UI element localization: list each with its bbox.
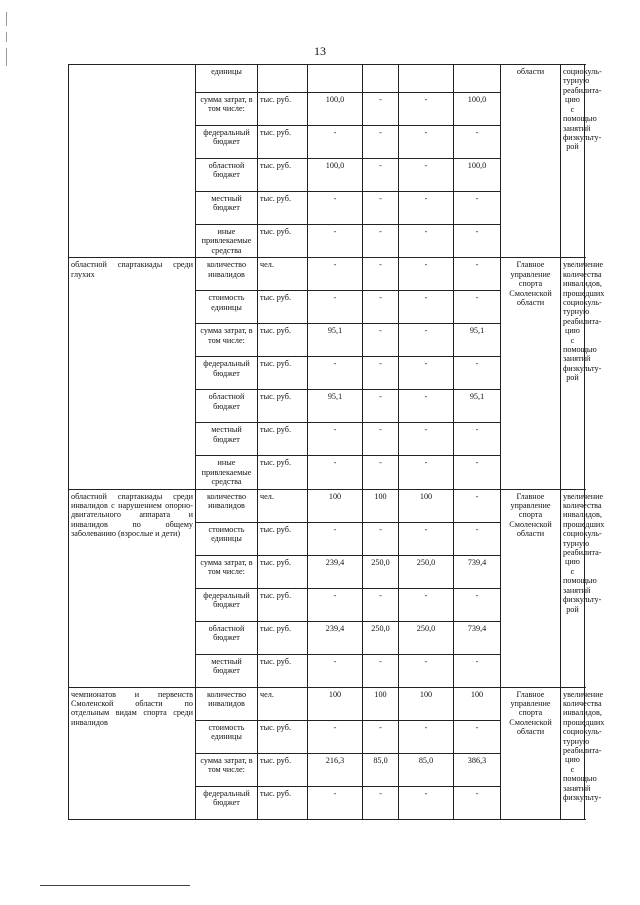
value-cell: - bbox=[363, 225, 399, 258]
empty-cell bbox=[399, 65, 454, 93]
value-cell: - bbox=[454, 423, 501, 456]
indicator-cell: сумма затрат, в том числе: bbox=[196, 555, 258, 588]
unit-cell: тыс. руб. bbox=[258, 522, 308, 555]
value-cell: 100,0 bbox=[454, 159, 501, 192]
empty-cell bbox=[454, 65, 501, 93]
indicator-cell: сумма затрат, в том числе: bbox=[196, 753, 258, 786]
value-cell: - bbox=[454, 522, 501, 555]
value-cell: - bbox=[454, 588, 501, 621]
value-cell: - bbox=[399, 192, 454, 225]
unit-cell: тыс. руб. bbox=[258, 192, 308, 225]
value-cell: - bbox=[399, 291, 454, 324]
value-cell: - bbox=[454, 258, 501, 291]
indicator-cell: областной бюджет bbox=[196, 390, 258, 423]
indicator-cell: количество инвалидов bbox=[196, 489, 258, 522]
value-cell: 250,0 bbox=[399, 555, 454, 588]
value-cell: - bbox=[363, 456, 399, 489]
table-row bbox=[69, 489, 585, 522]
value-cell: - bbox=[363, 126, 399, 159]
value-cell: 250,0 bbox=[363, 621, 399, 654]
value-cell: 85,0 bbox=[399, 753, 454, 786]
value-cell: - bbox=[363, 93, 399, 126]
unit-cell: тыс. руб. bbox=[258, 357, 308, 390]
indicator-cell: стоимость единицы bbox=[196, 720, 258, 753]
value-cell: 100 bbox=[308, 489, 363, 522]
value-cell: - bbox=[308, 225, 363, 258]
value-cell: - bbox=[399, 522, 454, 555]
unit-cell: чел. bbox=[258, 489, 308, 522]
indicator-cell: федеральный бюджет bbox=[196, 126, 258, 159]
unit-cell: чел. bbox=[258, 687, 308, 720]
indicator-cell: количество инвалидов bbox=[196, 258, 258, 291]
unit-cell: тыс. руб. bbox=[258, 588, 308, 621]
value-cell: 100 bbox=[399, 687, 454, 720]
unit-cell: тыс. руб. bbox=[258, 423, 308, 456]
page-number: 13 bbox=[314, 44, 326, 58]
indicator-cell: федеральный бюджет bbox=[196, 357, 258, 390]
empty-cell bbox=[363, 65, 399, 93]
indicator-cell: сумма затрат, в том числе: bbox=[196, 93, 258, 126]
value-cell: - bbox=[308, 456, 363, 489]
value-cell: - bbox=[399, 93, 454, 126]
indicator-cell: федеральный бюджет bbox=[196, 786, 258, 819]
value-cell: - bbox=[399, 456, 454, 489]
value-cell: - bbox=[454, 126, 501, 159]
value-cell: 95,1 bbox=[454, 324, 501, 357]
unit-cell: тыс. руб. bbox=[258, 753, 308, 786]
responsible-cell: Главное управление спорта Смоленской области bbox=[501, 489, 561, 687]
footnote-separator bbox=[40, 885, 190, 886]
value-cell: 100 bbox=[308, 687, 363, 720]
value-cell: - bbox=[308, 786, 363, 819]
value-cell: - bbox=[308, 291, 363, 324]
indicator-cell: количество инвалидов bbox=[196, 687, 258, 720]
unit-cell: тыс. руб. bbox=[258, 720, 308, 753]
value-cell: - bbox=[363, 390, 399, 423]
indicator-cell: областной бюджет bbox=[196, 159, 258, 192]
event-name-cell: областной спартакиады среди глухих bbox=[69, 258, 196, 489]
value-cell: - bbox=[308, 357, 363, 390]
value-cell: - bbox=[363, 654, 399, 687]
indicator-cell: областной бюджет bbox=[196, 621, 258, 654]
value-cell: - bbox=[454, 489, 501, 522]
indicator-cell: иные привлекаемые средства bbox=[196, 225, 258, 258]
value-cell: 100,0 bbox=[308, 159, 363, 192]
value-cell: - bbox=[399, 654, 454, 687]
value-cell: - bbox=[308, 126, 363, 159]
indicator-cell: местный бюджет bbox=[196, 654, 258, 687]
indicator-cell: иные привлекаемые средства bbox=[196, 456, 258, 489]
event-name-cell: областной спартакиады среди инвалидов с нарушением опорно-двигательного аппарата и инвалидов по общему заболеванию (взрослые и дети) bbox=[69, 489, 196, 687]
value-cell: - bbox=[308, 423, 363, 456]
value-cell: - bbox=[363, 423, 399, 456]
value-cell: - bbox=[308, 654, 363, 687]
empty-cell bbox=[308, 65, 363, 93]
value-cell: - bbox=[363, 324, 399, 357]
value-cell: - bbox=[363, 522, 399, 555]
unit-cell: тыс. руб. bbox=[258, 390, 308, 423]
unit-cell: тыс. руб. bbox=[258, 621, 308, 654]
indicator-cell: стоимость единицы bbox=[196, 291, 258, 324]
unit-cell: тыс. руб. bbox=[258, 225, 308, 258]
value-cell: - bbox=[308, 258, 363, 291]
unit-cell: чел. bbox=[258, 258, 308, 291]
responsible-cell: Главное управление спорта Смоленской области bbox=[501, 687, 561, 819]
value-cell: 739,4 bbox=[454, 555, 501, 588]
unit-cell: тыс. руб. bbox=[258, 654, 308, 687]
unit-cell: тыс. руб. bbox=[258, 93, 308, 126]
empty-cell bbox=[258, 65, 308, 93]
value-cell: - bbox=[399, 225, 454, 258]
result-cell: увеличение количества инвалидов, прошедших социокуль-турную реабилита-цию с помощью занятий физкульту-рой bbox=[561, 258, 585, 489]
value-cell: - bbox=[454, 192, 501, 225]
value-cell: - bbox=[454, 456, 501, 489]
value-cell: - bbox=[363, 357, 399, 390]
value-cell: 100 bbox=[363, 687, 399, 720]
value-cell: - bbox=[399, 423, 454, 456]
value-cell: 95,1 bbox=[454, 390, 501, 423]
value-cell: - bbox=[454, 357, 501, 390]
value-cell: - bbox=[308, 720, 363, 753]
value-cell: - bbox=[363, 159, 399, 192]
program-table bbox=[68, 64, 605, 820]
value-cell: - bbox=[363, 258, 399, 291]
table-row bbox=[69, 687, 585, 720]
value-cell: - bbox=[454, 720, 501, 753]
value-cell: - bbox=[399, 126, 454, 159]
value-cell: - bbox=[399, 390, 454, 423]
unit-cell: тыс. руб. bbox=[258, 555, 308, 588]
value-cell: - bbox=[454, 786, 501, 819]
result-cell: увеличение количества инвалидов, прошедших социокуль-турную реабилита-цию с помощью занятий физкульту- bbox=[561, 687, 585, 819]
value-cell: 239,4 bbox=[308, 555, 363, 588]
value-cell: - bbox=[454, 291, 501, 324]
indicator-cell: стоимость единицы bbox=[196, 522, 258, 555]
value-cell: - bbox=[399, 159, 454, 192]
indicator-cell: федеральный бюджет bbox=[196, 588, 258, 621]
indicator-cell: местный бюджет bbox=[196, 192, 258, 225]
unit-cell: тыс. руб. bbox=[258, 324, 308, 357]
value-cell: - bbox=[399, 588, 454, 621]
value-cell: - bbox=[399, 324, 454, 357]
value-cell: - bbox=[454, 225, 501, 258]
value-cell: 100,0 bbox=[454, 93, 501, 126]
value-cell: 85,0 bbox=[363, 753, 399, 786]
value-cell: - bbox=[308, 522, 363, 555]
value-cell: - bbox=[363, 720, 399, 753]
value-cell: 250,0 bbox=[399, 621, 454, 654]
event-name-cell bbox=[69, 65, 196, 258]
unit-cell: тыс. руб. bbox=[258, 786, 308, 819]
value-cell: 100 bbox=[363, 489, 399, 522]
indicator-cell: местный бюджет bbox=[196, 423, 258, 456]
value-cell: 250,0 bbox=[363, 555, 399, 588]
value-cell: - bbox=[363, 588, 399, 621]
value-cell: 95,1 bbox=[308, 390, 363, 423]
result-cell: увеличение количества инвалидов, прошедших социокуль-турную реабилита-цию с помощью занятий физкульту-рой bbox=[561, 489, 585, 687]
result-cell: социокуль-турную реабилита-цию с помощью занятий физкульту-рой bbox=[561, 65, 585, 258]
value-cell: 95,1 bbox=[308, 324, 363, 357]
value-cell: 239,4 bbox=[308, 621, 363, 654]
value-cell: - bbox=[399, 720, 454, 753]
value-cell: - bbox=[399, 786, 454, 819]
value-cell: 100 bbox=[454, 687, 501, 720]
value-cell: 216,3 bbox=[308, 753, 363, 786]
event-name-cell: чемпионатов и первенств Смоленской области по отдельным видам спорта среди инвалидов bbox=[69, 687, 196, 819]
value-cell: 100 bbox=[399, 489, 454, 522]
indicator-cell: единицы bbox=[196, 65, 258, 93]
value-cell: - bbox=[399, 357, 454, 390]
value-cell: - bbox=[308, 588, 363, 621]
value-cell: - bbox=[308, 192, 363, 225]
value-cell: 100,0 bbox=[308, 93, 363, 126]
value-cell: - bbox=[363, 786, 399, 819]
table-row bbox=[69, 258, 585, 291]
value-cell: - bbox=[363, 291, 399, 324]
value-cell: - bbox=[454, 654, 501, 687]
responsible-cell: области bbox=[501, 65, 561, 258]
unit-cell: тыс. руб. bbox=[258, 126, 308, 159]
responsible-cell: Главное управление спорта Смоленской области bbox=[501, 258, 561, 489]
value-cell: - bbox=[363, 192, 399, 225]
value-cell: - bbox=[399, 258, 454, 291]
unit-cell: тыс. руб. bbox=[258, 456, 308, 489]
unit-cell: тыс. руб. bbox=[258, 159, 308, 192]
unit-cell: тыс. руб. bbox=[258, 291, 308, 324]
indicator-cell: сумма затрат, в том числе: bbox=[196, 324, 258, 357]
value-cell: 386,3 bbox=[454, 753, 501, 786]
value-cell: 739,4 bbox=[454, 621, 501, 654]
